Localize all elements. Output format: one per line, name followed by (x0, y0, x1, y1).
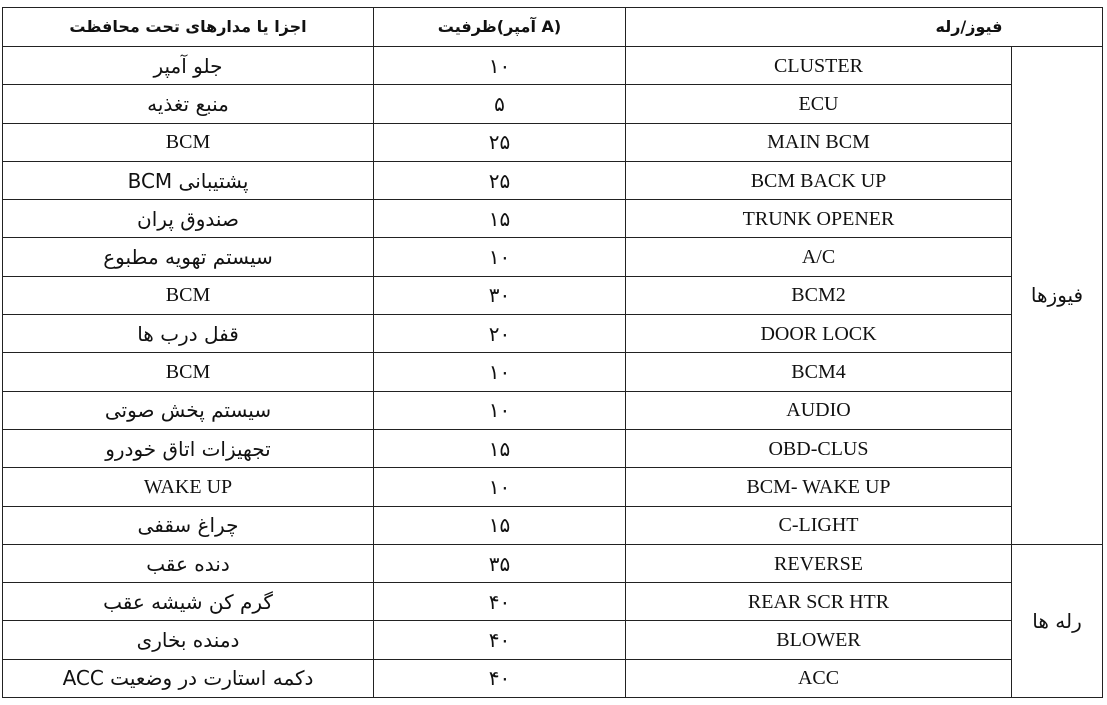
header-fuse-relay (626, 8, 1103, 47)
component-cell: جلو آمپر (3, 47, 374, 85)
table-row (3, 659, 1103, 697)
fuse-name-cell: TRUNK OPENER (626, 200, 1012, 238)
capacity-cell: ۳۵ (374, 544, 626, 582)
capacity-cell: ۱۵ (374, 200, 626, 238)
table-header-row (3, 8, 1103, 47)
capacity-cell: ۴۰ (374, 621, 626, 659)
fuse-name-cell: CLUSTER (626, 47, 1012, 85)
component-cell: دمنده بخاری (3, 621, 374, 659)
capacity-cell: ۳۰ (374, 276, 626, 314)
table-row (3, 238, 1103, 276)
relay-name-cell: REVERSE (626, 544, 1012, 582)
fuse-name-cell: BCM2 (626, 276, 1012, 314)
capacity-cell: ۱۵ (374, 429, 626, 467)
table-row (3, 47, 1103, 85)
fuse-name-cell: BCM- WAKE UP (626, 468, 1012, 506)
capacity-cell: ۱۰ (374, 468, 626, 506)
table-row (3, 468, 1103, 506)
table-row (3, 200, 1103, 238)
table-row (3, 621, 1103, 659)
component-cell: گرم کن شیشه عقب (3, 583, 374, 621)
fuse-name-cell: BCM BACK UP (626, 161, 1012, 199)
component-cell: دکمه استارت در وضعیت ACC (3, 659, 374, 697)
fuse-name-cell: A/C (626, 238, 1012, 276)
header-capacity: ظرفیت(آمپر A) (374, 8, 626, 47)
component-cell: پشتیبانی BCM (3, 161, 374, 199)
table-row (3, 391, 1103, 429)
relay-name-cell: ACC (626, 659, 1012, 697)
fuse-relay-table (2, 7, 1103, 698)
table-row (3, 85, 1103, 123)
fuse-name-cell: ECU (626, 85, 1012, 123)
fuse-name-cell: AUDIO (626, 391, 1012, 429)
capacity-cell: ۴۰ (374, 659, 626, 697)
table-row (3, 315, 1103, 353)
capacity-cell: ۴۰ (374, 583, 626, 621)
table-row (3, 161, 1103, 199)
capacity-cell: ۵ (374, 85, 626, 123)
capacity-cell: ۱۰ (374, 238, 626, 276)
fuse-name-cell: C-LIGHT (626, 506, 1012, 544)
table-row (3, 506, 1103, 544)
capacity-cell: ۱۰ (374, 353, 626, 391)
component-cell: BCM (3, 276, 374, 314)
table-row (3, 276, 1103, 314)
component-cell: BCM (3, 123, 374, 161)
table-row (3, 429, 1103, 467)
fuse-name-cell: OBD-CLUS (626, 429, 1012, 467)
capacity-cell: ۱۰ (374, 391, 626, 429)
component-cell: تجهیزات اتاق خودرو (3, 429, 374, 467)
table-row (3, 353, 1103, 391)
capacity-cell: ۲۰ (374, 315, 626, 353)
component-cell: قفل درب ها (3, 315, 374, 353)
component-cell: منبع تغذیه (3, 85, 374, 123)
capacity-cell: ۲۵ (374, 123, 626, 161)
component-cell: صندوق پران (3, 200, 374, 238)
fuse-name-cell: DOOR LOCK (626, 315, 1012, 353)
component-cell: سیستم تهویه مطبوع (3, 238, 374, 276)
group-relays-label: رله ها (1012, 544, 1103, 697)
component-cell: چراغ سقفی (3, 506, 374, 544)
component-cell: BCM (3, 353, 374, 391)
capacity-cell: ۱۰ (374, 47, 626, 85)
table-row (3, 123, 1103, 161)
capacity-cell: ۱۵ (374, 506, 626, 544)
fuse-name-cell: MAIN BCM (626, 123, 1012, 161)
component-cell: دنده عقب (3, 544, 374, 582)
table-row (3, 583, 1103, 621)
component-cell: WAKE UP (3, 468, 374, 506)
fuse-name-cell: BCM4 (626, 353, 1012, 391)
relay-name-cell: BLOWER (626, 621, 1012, 659)
header-components: اجزا یا مدارهای تحت محافظت (3, 8, 374, 47)
table-row (3, 544, 1103, 582)
group-fuses-label: فیوزها (1012, 47, 1103, 545)
component-cell: سیستم پخش صوتی (3, 391, 374, 429)
capacity-cell: ۲۵ (374, 161, 626, 199)
relay-name-cell: REAR SCR HTR (626, 583, 1012, 621)
header-fuse-relay-label: فیوز/رله (935, 17, 1003, 36)
